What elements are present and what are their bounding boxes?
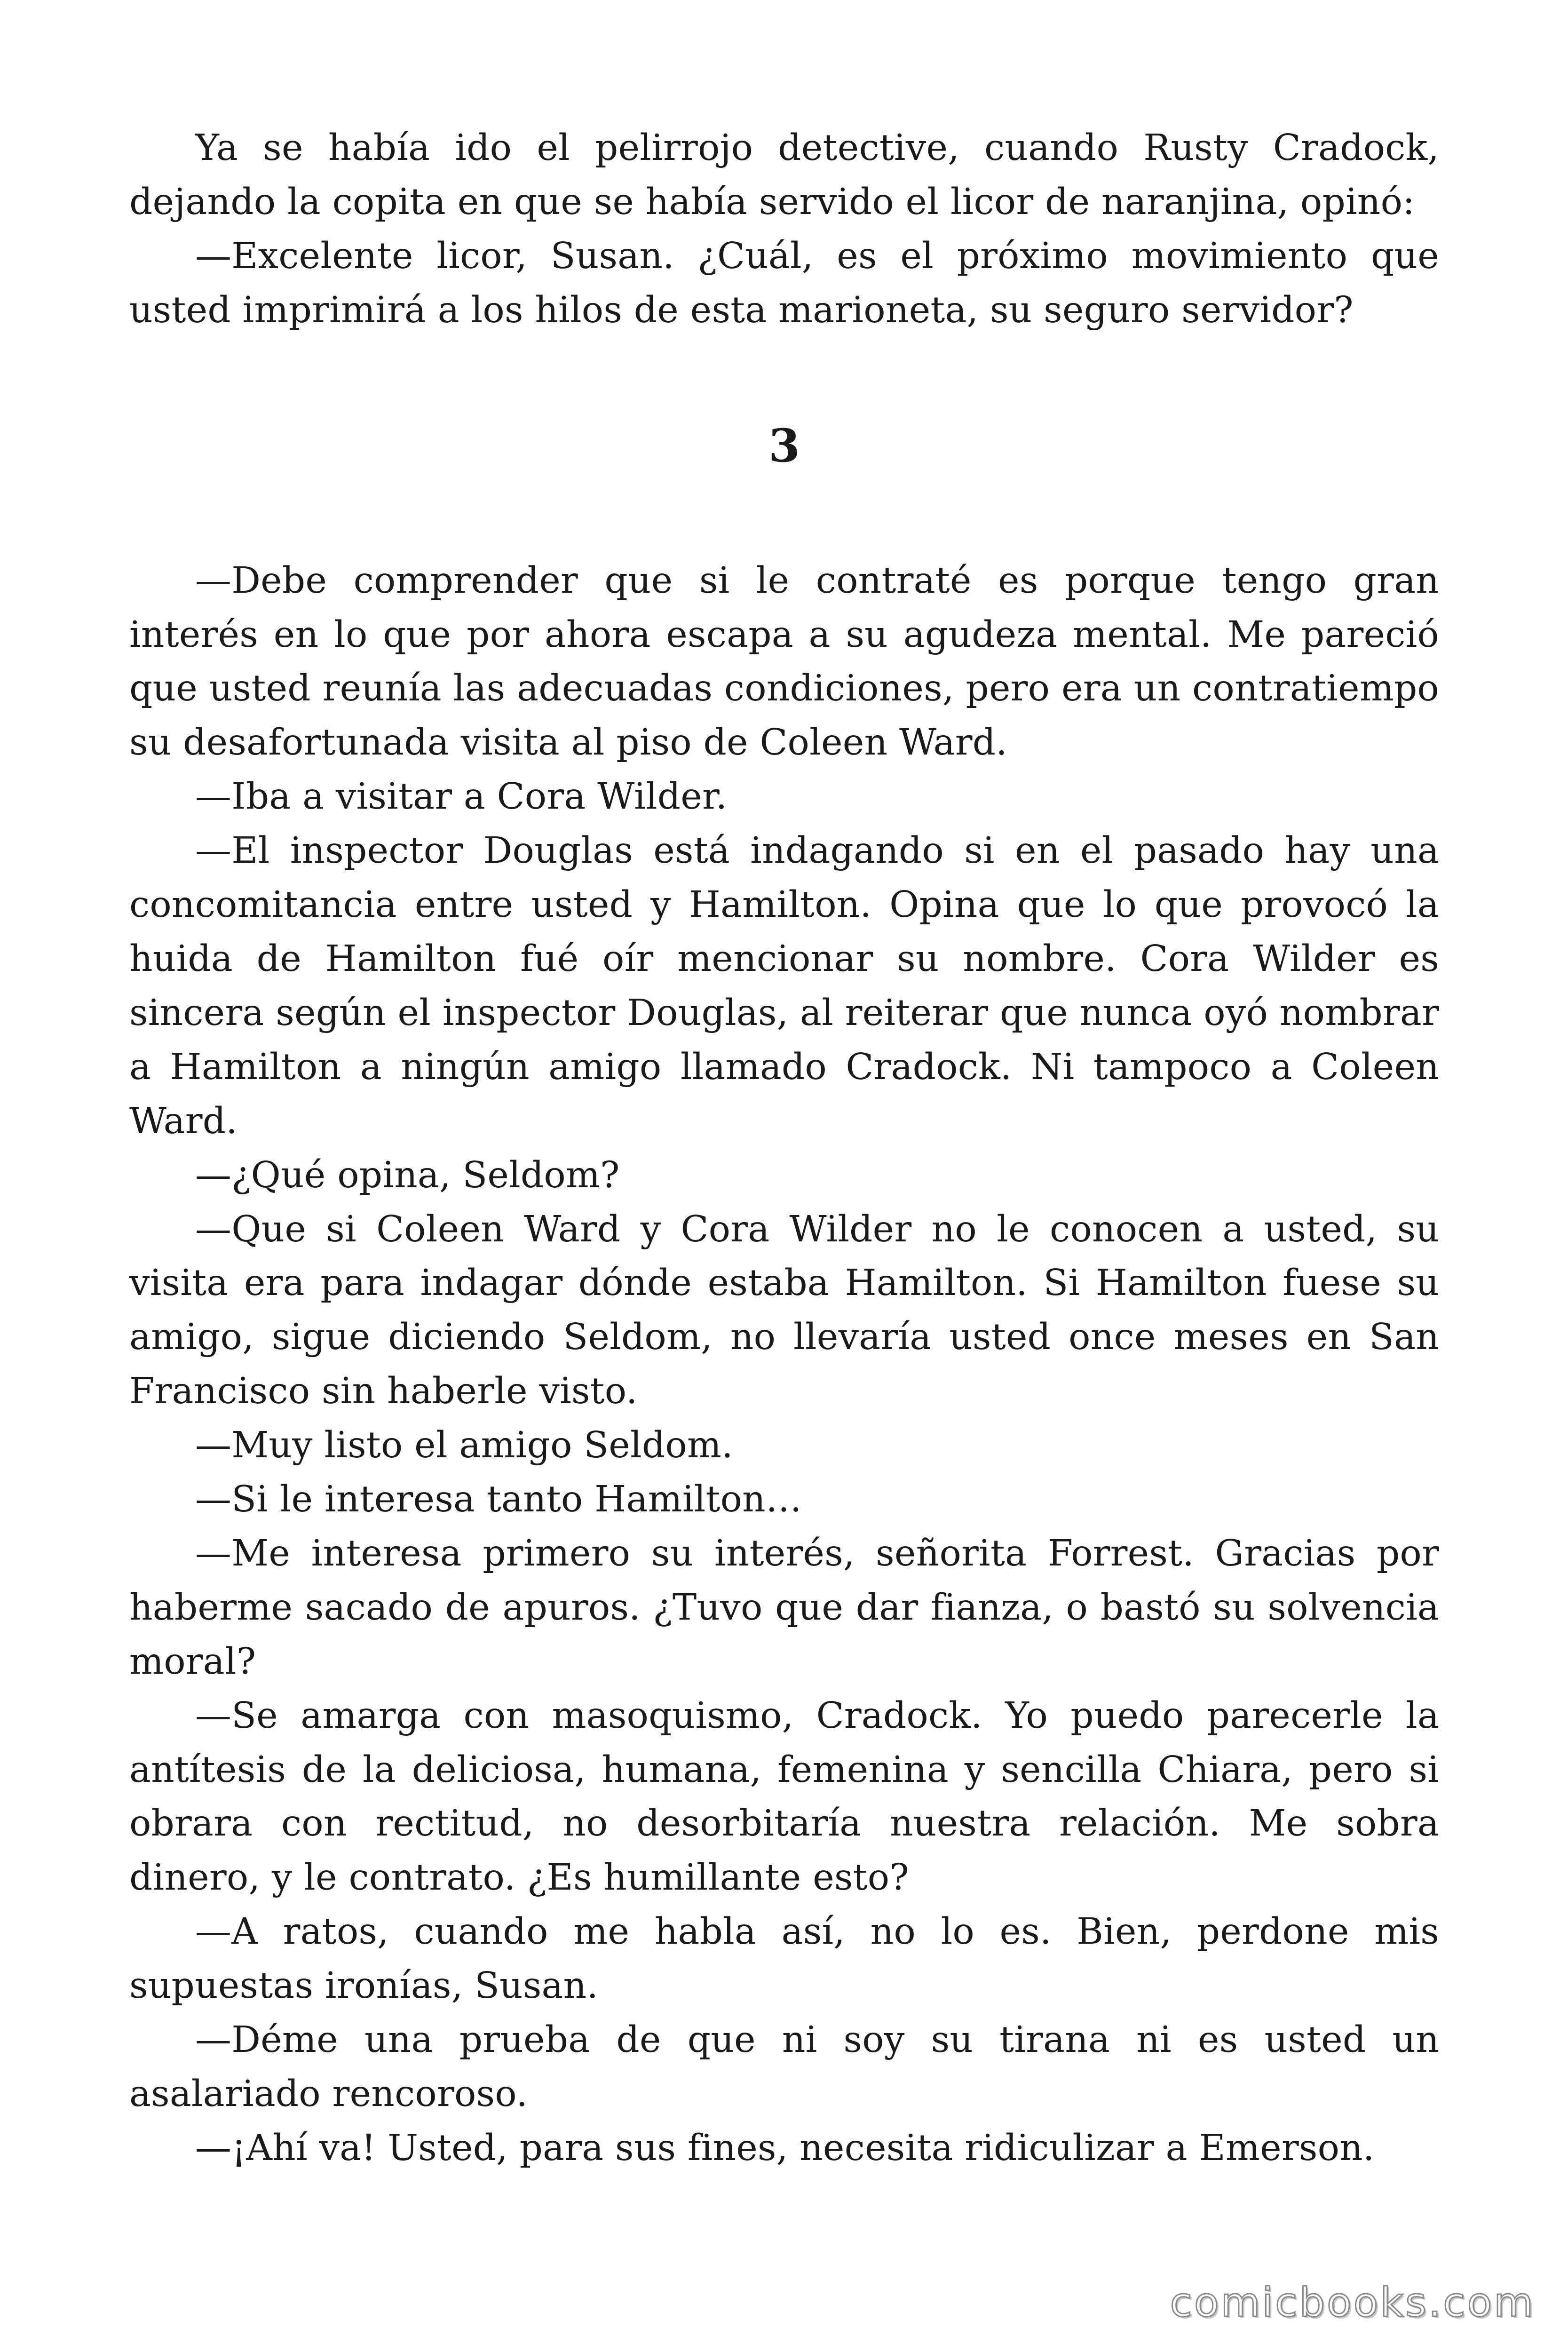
- paragraph: —Déme una prueba de que ni soy su tirana ni es usted un asalariado rencoroso.: [129, 2019, 1439, 2115]
- paragraph: —Me interesa primero su interés, señorita Forrest. Gracias por haberme sacado de apuros. ¿Tuvo que dar fianza, o bastó su solvencia moral?: [129, 1532, 1439, 1683]
- paragraph: —Que si Coleen Ward y Cora Wilder no le conocen a usted, su visita era para indagar dónde estaba Hamilton. Si Hamilton fuese su amigo, sigue diciendo Seldom, no llevaría usted once meses en San Francisco sin haberle visto.: [129, 1208, 1439, 1413]
- book-page: [129, 121, 1439, 2176]
- intro-text: [129, 121, 1439, 338]
- chapter-number: 3: [768, 419, 800, 472]
- paragraph: —¡Ahí va! Usted, para sus fines, necesita ridiculizar a Emerson.: [195, 2127, 1375, 2169]
- chapter-heading: [129, 338, 1439, 554]
- paragraph: —A ratos, cuando me habla así, no lo es. Bien, perdone mis supuestas ironías, Susan.: [129, 1911, 1439, 2007]
- paragraph: —Se amarga con masoquismo, Cradock. Yo puedo parecerle la antítesis de la deliciosa, humana, femenina y sencilla Chiara, pero si obrara con rectitud, no desorbitaría nuestra relación. Me sobra dinero, y le contrato. ¿Es humillante esto?: [129, 1694, 1439, 1899]
- paragraph: —Si le interesa tanto Hamilton…: [195, 1478, 802, 1521]
- paragraph: —Muy listo el amigo Seldom.: [195, 1424, 733, 1467]
- chapter-text: [129, 554, 1439, 2176]
- paragraph: —Debe comprender que si le contraté es porque tengo gran interés en lo que por ahora escapa a su agudeza mental. Me pareció que usted reunía las adecuadas condiciones, pero era un contratiempo su desafortunada visita al piso de Coleen Ward.: [129, 559, 1439, 764]
- paragraph: —El inspector Douglas está indagando si en el pasado hay una concomitancia entre usted y Hamilton. Opina que lo que provocó la huida de Hamilton fué oír mencionar su nombre. Cora Wilder es sincera según el inspector Douglas, al reiterar que nunca oyó nombrar a Hamilton a ningún amigo llamado Cradock. Ni tampoco a Coleen Ward.: [129, 830, 1439, 1142]
- paragraph: —¿Qué opina, Seldom?: [195, 1154, 620, 1196]
- paragraph: —Excelente licor, Susan. ¿Cuál, es el próximo movimiento que usted imprimirá a los hilos de esta marioneta, su seguro servidor?: [129, 235, 1439, 331]
- watermark-text: comicbooks.com: [1170, 2279, 1535, 2326]
- paragraph: —Iba a visitar a Cora Wilder.: [195, 776, 728, 818]
- paragraph: Ya se había ido el pelirrojo detective, cuando Rusty Cradock, dejando la copita en que se había servido el licor de naranjina, opinó:: [129, 127, 1439, 223]
